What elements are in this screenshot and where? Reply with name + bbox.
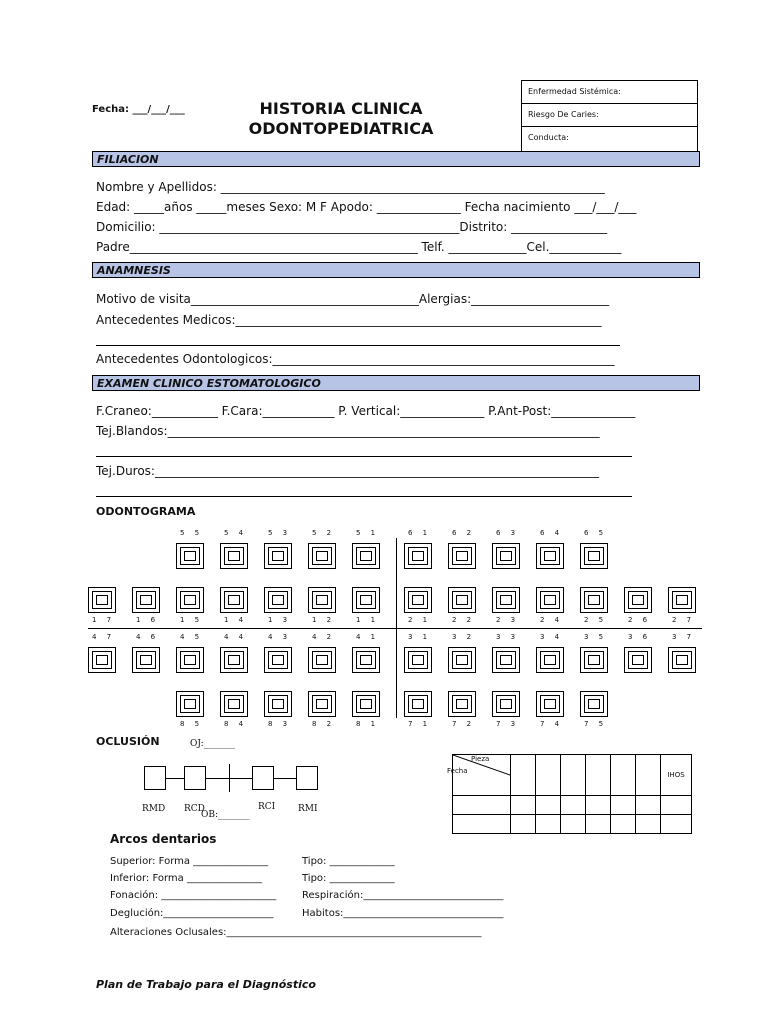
tooth[interactable] [264,543,292,569]
tooth-number: 1 5 [180,616,204,624]
ihos-cell[interactable] [561,755,586,796]
respiracion-line[interactable]: Respiración:____________________________ [302,890,504,901]
ihos-cell[interactable] [611,755,636,796]
padre-line[interactable]: Padre________________________________________________ Telf. _____________Cel.____________ [96,240,622,254]
ob-field[interactable]: OB:_______ [201,810,250,820]
tooth-number: 3 7 [672,633,696,641]
tooth-number: 2 4 [540,616,564,624]
ihos-cell[interactable] [586,755,611,796]
tooth[interactable] [580,587,608,613]
tooth[interactable] [308,647,336,673]
connector [166,778,184,779]
tooth[interactable] [220,587,248,613]
rmd-label: RMD [142,804,166,814]
tooth[interactable] [404,647,432,673]
tooth[interactable] [580,647,608,673]
midline-tick [229,764,230,792]
tooth[interactable] [492,587,520,613]
antecedentes-medicos-line[interactable]: Antecedentes Medicos:_____________________________________________________________ [96,313,602,327]
tooth[interactable] [404,543,432,569]
domicilio-line[interactable]: Domicilio: __________________________________________________Distrito: ________________ [96,220,608,234]
tooth[interactable] [492,543,520,569]
tooth-number: 6 3 [496,529,520,537]
tooth-number: 5 4 [224,529,248,537]
ihos-cell[interactable] [586,815,611,834]
ihos-cell[interactable] [636,815,661,834]
title-line-1: HISTORIA CLINICA [259,99,423,118]
rmi-box[interactable] [296,766,318,790]
tooth-number: 3 1 [408,633,432,641]
inferior-tipo-line[interactable]: Tipo: _____________ [302,873,395,884]
pieza-fecha-cell [447,755,511,796]
superior-line[interactable]: Superior: Forma _______________ [110,856,269,867]
tooth-number: 2 1 [408,616,432,624]
motivo-line[interactable]: Motivo de visita______________________________________Alergias:_______________________ [96,292,610,306]
riesgo-field[interactable]: Riesgo De Caries: [522,104,697,127]
tooth[interactable] [264,587,292,613]
tooth[interactable] [624,647,652,673]
tooth-number: 5 1 [356,529,380,537]
tooth-number: 5 2 [312,529,336,537]
tooth-number: 4 1 [356,633,380,641]
tooth-number: 1 6 [136,616,160,624]
fecha-header: Fecha [447,767,468,775]
craneo-line[interactable]: F.Craneo:___________ F.Cara:____________ P. Vertical:______________ P.Ant-Post:______________ [96,404,636,418]
tooth[interactable] [668,587,696,613]
tooth-number: 4 7 [92,633,116,641]
superior-tipo-line[interactable]: Tipo: _____________ [302,856,395,867]
tooth-number: 2 7 [672,616,696,624]
tooth-number: 4 4 [224,633,248,641]
tooth[interactable] [404,691,432,717]
tooth-number: 8 3 [268,720,292,728]
inferior-line[interactable]: Inferior: Forma _______________ [110,873,262,884]
ihos-cell[interactable] [536,755,561,796]
ihos-cell[interactable] [586,796,611,815]
tooth[interactable] [220,691,248,717]
section-anamnesis: ANAMNESIS [92,262,700,278]
enfermedad-field[interactable]: Enfermedad Sistémica: [522,81,697,104]
conducta-field[interactable]: Conducta: [528,133,569,142]
tooth-number: 6 5 [584,529,608,537]
pieza-label: Pieza [471,755,490,763]
deglucion-line[interactable]: Deglución:______________________ [110,908,274,919]
tooth[interactable] [220,647,248,673]
tooth[interactable] [492,647,520,673]
tooth-number: 3 2 [452,633,476,641]
tooth[interactable] [580,543,608,569]
tooth[interactable] [176,587,204,613]
page-title [236,99,446,139]
tooth[interactable] [668,647,696,673]
blank-line[interactable] [96,456,632,457]
tooth-number: 3 3 [496,633,520,641]
tooth[interactable] [88,587,116,613]
ihos-cell[interactable] [453,815,511,834]
habitos-line[interactable]: Habitos:________________________________ [302,908,504,919]
tooth[interactable] [308,543,336,569]
tooth[interactable] [352,691,380,717]
tooth[interactable] [264,647,292,673]
ihos-cell[interactable] [611,796,636,815]
tooth[interactable] [352,647,380,673]
tooth-number: 6 2 [452,529,476,537]
tooth-number: 7 2 [452,720,476,728]
ihos-cell[interactable] [561,796,586,815]
edad-line[interactable]: Edad: _____años _____meses Sexo: M F Apodo: ______________ Fecha nacimiento ___/___/___ [96,200,637,214]
tooth[interactable] [352,543,380,569]
tooth[interactable] [536,691,564,717]
tooth-number: 1 2 [312,616,336,624]
ihos-cell[interactable] [536,796,561,815]
odontogram-midline-h [88,628,702,629]
tooth[interactable] [580,691,608,717]
tooth-number: 2 6 [628,616,652,624]
tooth-number: 2 5 [584,616,608,624]
tooth-number: 4 6 [136,633,160,641]
tooth-number: 1 1 [356,616,380,624]
ihos-table [447,754,692,834]
rcd-box[interactable] [184,766,206,790]
nombre-line[interactable]: Nombre y Apellidos: ________________________________________________________________ [96,180,605,194]
tooth-number: 8 4 [224,720,248,728]
tej-blandos-line[interactable]: Tej.Blandos:________________________________________________________________________ [96,424,600,438]
tooth-number: 1 4 [224,616,248,624]
plan-trabajo-heading: Plan de Trabajo para el Diagnóstico [96,978,316,991]
tej-duros-line[interactable]: Tej.Duros:__________________________________________________________________________ [96,464,599,478]
odontogram-midline-v [396,538,397,718]
alteraciones-line[interactable]: Alteraciones Oclusales:___________________________________________________ [110,927,482,938]
ihos-cell[interactable] [636,796,661,815]
tooth[interactable] [492,691,520,717]
oj-field[interactable]: OJ:_______ [190,739,236,749]
tooth-number: 2 3 [496,616,520,624]
tooth[interactable] [176,543,204,569]
tooth-number: 2 2 [452,616,476,624]
odontograma-label: ODONTOGRAMA [96,505,196,518]
oclusion-label: OCLUSIÓN [96,735,160,748]
ihos-cell[interactable] [453,796,511,815]
tooth[interactable] [404,587,432,613]
arcos-heading: Arcos dentarios [110,832,217,846]
ihos-cell[interactable] [511,796,536,815]
rmd-box[interactable] [144,766,166,790]
ihos-cell[interactable] [536,815,561,834]
tooth[interactable] [536,543,564,569]
tooth-number: 6 4 [540,529,564,537]
blank-line[interactable] [96,496,632,497]
tooth[interactable] [308,587,336,613]
tooth[interactable] [448,647,476,673]
section-examen: EXAMEN CLINICO ESTOMATOLOGICO [92,375,700,391]
tooth-number: 5 5 [180,529,204,537]
tooth-number: 3 5 [584,633,608,641]
blank-line[interactable] [96,345,620,346]
tooth[interactable] [132,587,160,613]
tooth-number: 8 1 [356,720,380,728]
tooth[interactable] [448,691,476,717]
title-line-2: ODONTOPEDIATRICA [248,119,434,138]
tooth[interactable] [448,543,476,569]
tooth[interactable] [176,647,204,673]
tooth[interactable] [220,543,248,569]
ihos-cell[interactable] [511,755,536,796]
tooth[interactable] [624,587,652,613]
risk-box [521,80,698,154]
tooth-number: 8 5 [180,720,204,728]
ihos-cell[interactable] [611,815,636,834]
rcd-label: RCD [184,804,205,814]
rci-box[interactable] [252,766,274,790]
ihos-cell[interactable] [661,796,692,815]
ihos-cell[interactable] [511,815,536,834]
rmi-label: RMI [298,804,318,814]
tooth[interactable] [448,587,476,613]
tooth-number: 4 2 [312,633,336,641]
ihos-cell[interactable] [661,815,692,834]
tooth[interactable] [176,691,204,717]
tooth-number: 3 6 [628,633,652,641]
ihos-cell[interactable] [561,815,586,834]
antecedentes-odonto-line[interactable]: Antecedentes Odontologicos:_________________________________________________________ [96,352,615,366]
tooth[interactable] [264,691,292,717]
ihos-header: IHOS [661,755,692,796]
tooth[interactable] [352,587,380,613]
tooth[interactable] [132,647,160,673]
section-filiacion: FILIACION [92,151,700,167]
tooth-number: 7 3 [496,720,520,728]
tooth-number: 3 4 [540,633,564,641]
fecha-label: Fecha: ___/___/___ [92,104,185,115]
tooth[interactable] [88,647,116,673]
tooth-number: 7 5 [584,720,608,728]
rci-label: RCI [258,802,276,812]
tooth-number: 8 2 [312,720,336,728]
tooth-number: 4 3 [268,633,292,641]
tooth[interactable] [536,647,564,673]
connector [274,778,296,779]
tooth-number: 7 1 [408,720,432,728]
tooth-number: 1 3 [268,616,292,624]
tooth-number: 7 4 [540,720,564,728]
tooth[interactable] [308,691,336,717]
tooth-number: 1 7 [92,616,116,624]
tooth-number: 5 3 [268,529,292,537]
tooth-number: 4 5 [180,633,204,641]
fonacion-line[interactable]: Fonación: _______________________ [110,890,277,901]
ihos-cell[interactable] [636,755,661,796]
tooth[interactable] [536,587,564,613]
tooth-number: 6 1 [408,529,432,537]
